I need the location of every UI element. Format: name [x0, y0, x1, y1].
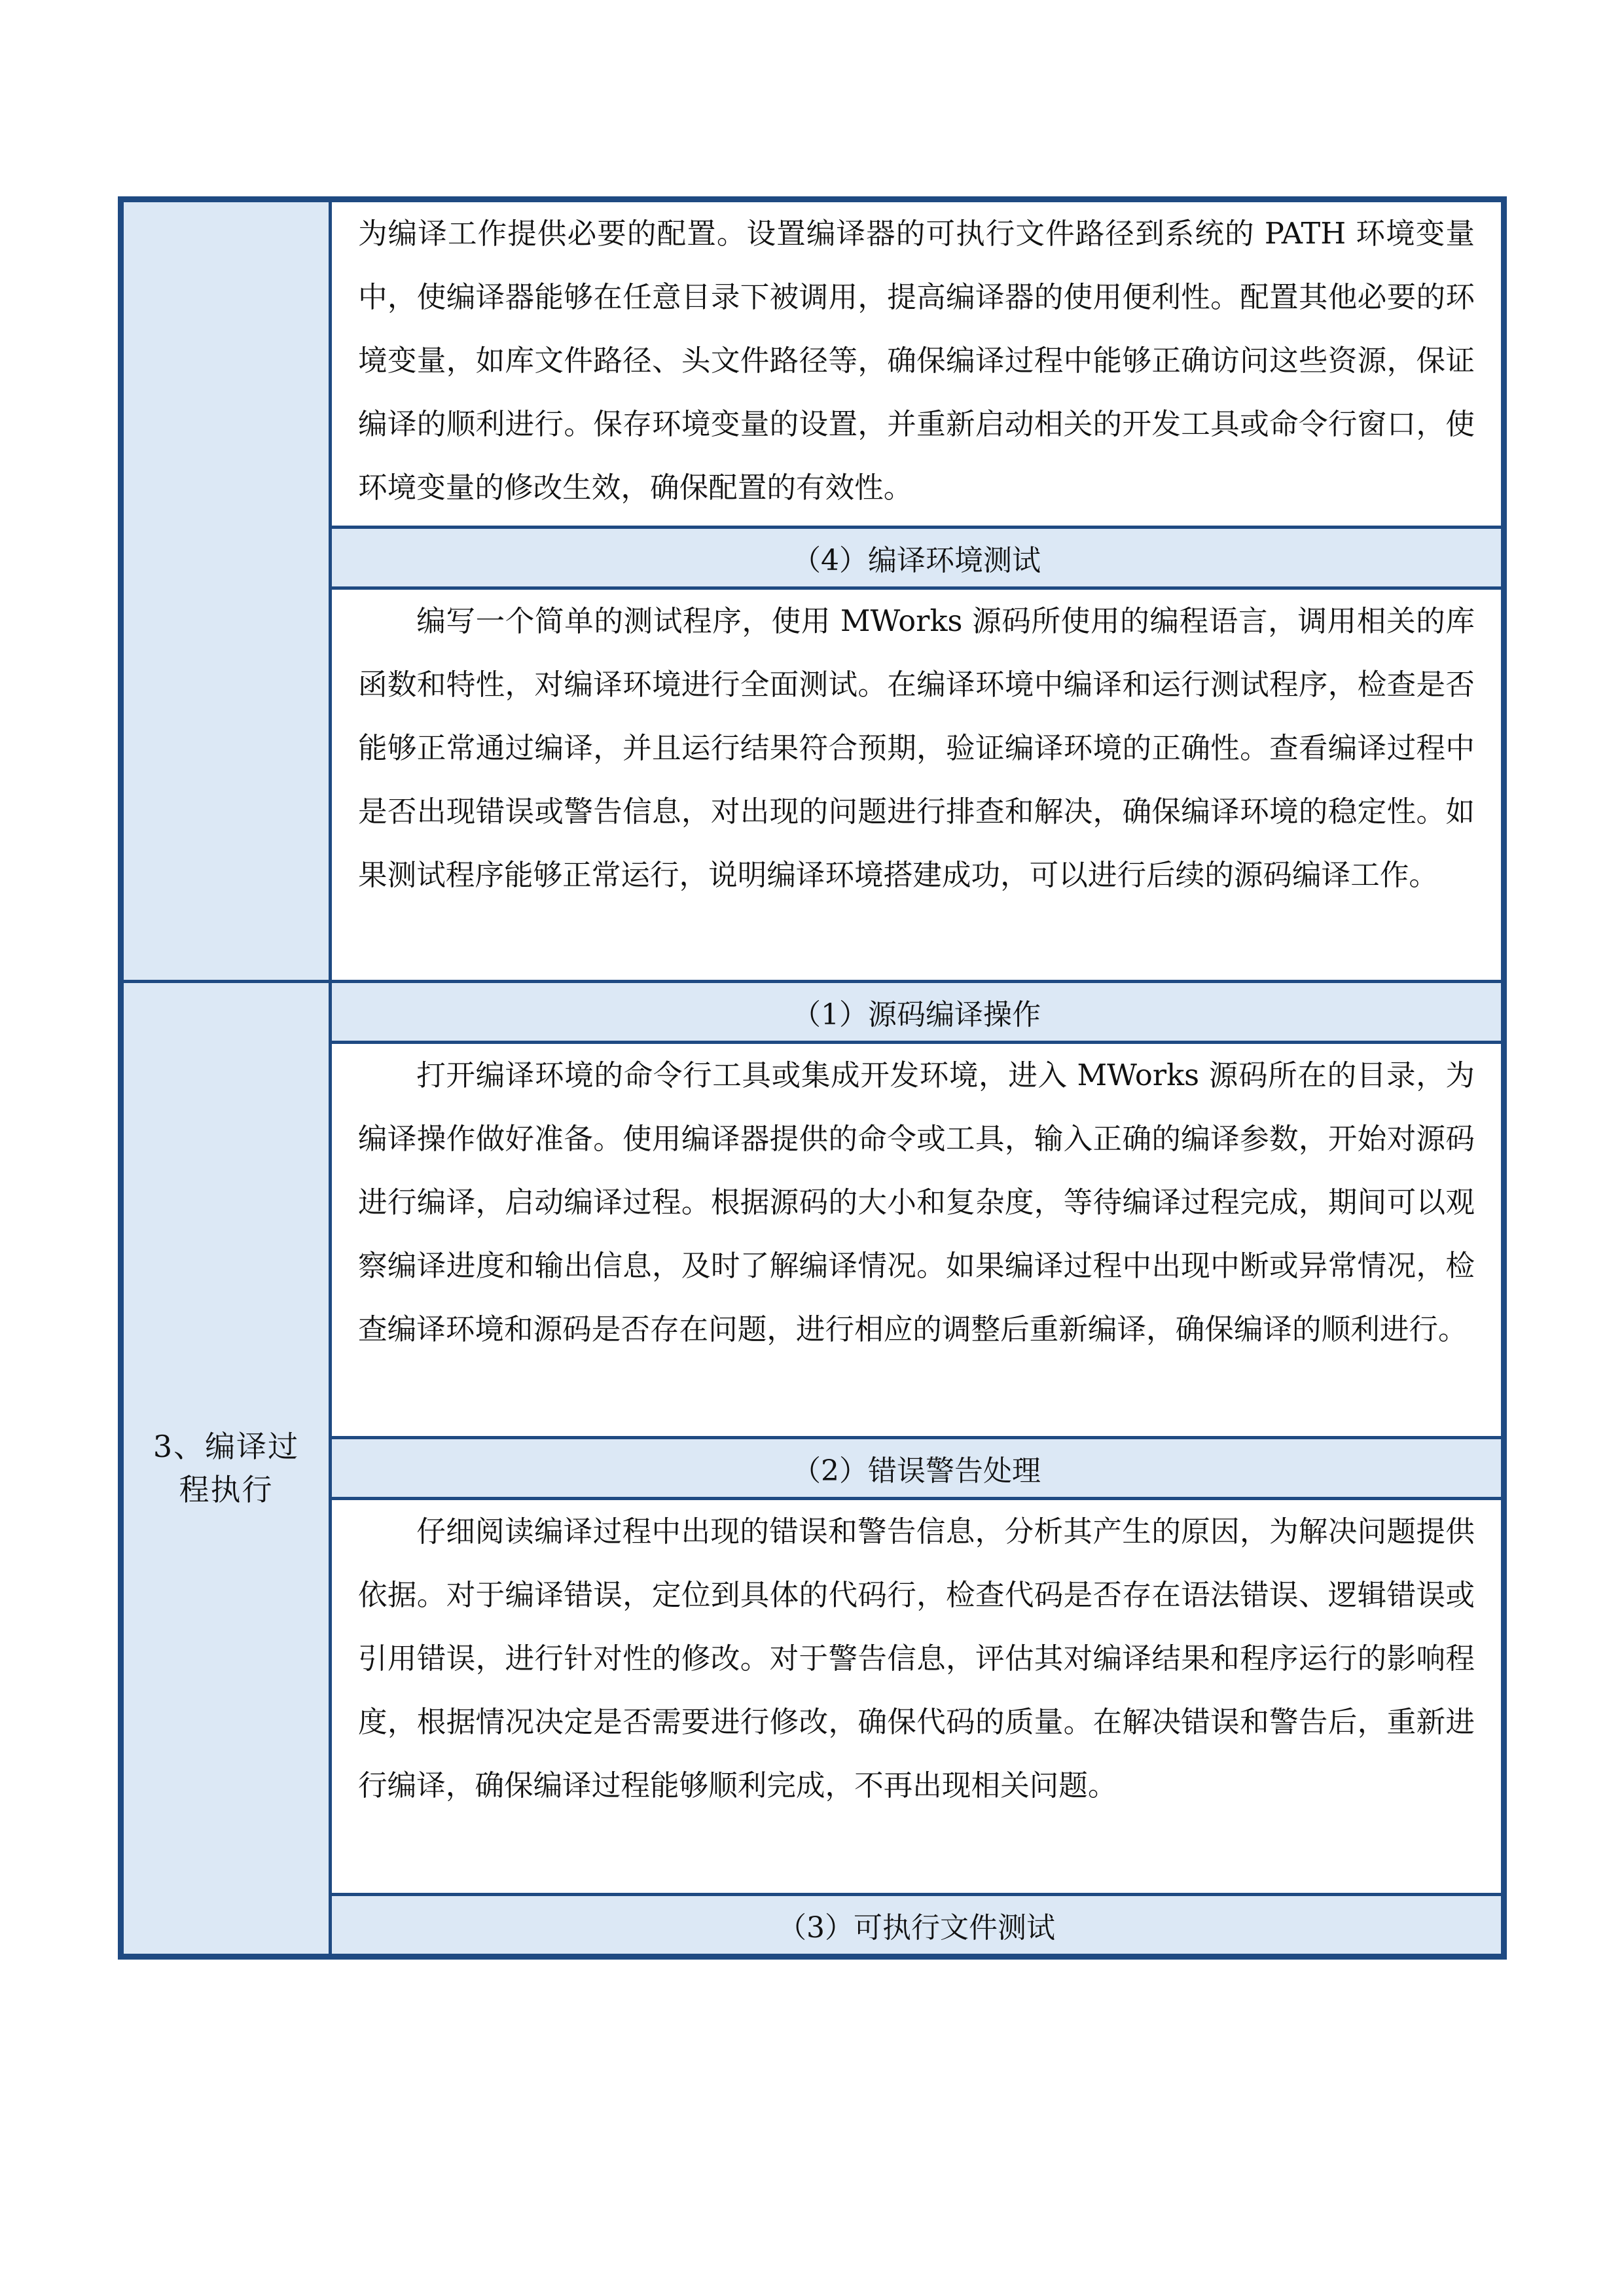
- section-label-previous: [121, 200, 331, 982]
- env-test-cell: [331, 588, 1504, 981]
- env-test-heading: （4）编译环境测试: [331, 528, 1504, 588]
- document-table: [118, 196, 1507, 1960]
- compile-op-paragraph: 打开编译环境的命令行工具或集成开发环境，进入 MWorks 源码所在的目录，为编译操作做好准备。使用编译器提供的命令或工具，输入正确的编译参数，开始对源码进行编译，启动编译过程。根据源码的大小和复杂度，等待编译过程完成，期间可以观察编译进度和输出信息，及时了解编译情况。如果编译过程中出现中断或异常情况，检查编译环境和源码是否存在问题，进行相应的调整后重新编译，确保编译的顺利进行。: [358, 1058, 1475, 1346]
- env-config-cell: [331, 200, 1504, 528]
- section-label-compile: [121, 981, 331, 1956]
- exe-test-heading: （3）可执行文件测试: [331, 1894, 1504, 1956]
- compile-op-cell: [331, 1042, 1504, 1437]
- section-label-compile-text: 3、编译过程执行: [153, 1429, 300, 1508]
- compile-op-heading: （1）源码编译操作: [331, 981, 1504, 1042]
- env-test-paragraph: 编写一个简单的测试程序，使用 MWorks 源码所使用的编程语言，调用相关的库函数和特性，对编译环境进行全面测试。在编译环境中编译和运行测试程序，检查是否能够正常通过编译，并且运行结果符合预期，验证编译环境的正确性。查看编译过程中是否出现错误或警告信息，对出现的问题进行排查和解决，确保编译环境的稳定性。如果测试程序能够正常运行，说明编译环境搭建成功，可以进行后续的源码编译工作。: [358, 604, 1475, 893]
- error-heading: （2）错误警告处理: [331, 1438, 1504, 1499]
- env-config-paragraph: 为编译工作提供必要的配置。设置编译器的可执行文件路径到系统的 PATH 环境变量中，使编译器能够在任意目录下被调用，提高编译器的使用便利性。配置其他必要的环境变量，如库文件路径、头文件路径等，确保编译过程中能够正确访问这些资源，保证编译的顺利进行。保存环境变量的设置，并重新启动相关的开发工具或命令行窗口，使环境变量的修改生效，确保配置的有效性。: [358, 217, 1475, 505]
- error-paragraph: 仔细阅读编译过程中出现的错误和警告信息，分析其产生的原因，为解决问题提供依据。对于编译错误，定位到具体的代码行，检查代码是否存在语法错误、逻辑错误或引用错误，进行针对性的修改。对于警告信息，评估其对编译结果和程序运行的影响程度，根据情况决定是否需要进行修改，确保代码的质量。在解决错误和警告后，重新进行编译，确保编译过程能够顺利完成，不再出现相关问题。: [358, 1515, 1475, 1803]
- error-cell: [331, 1499, 1504, 1894]
